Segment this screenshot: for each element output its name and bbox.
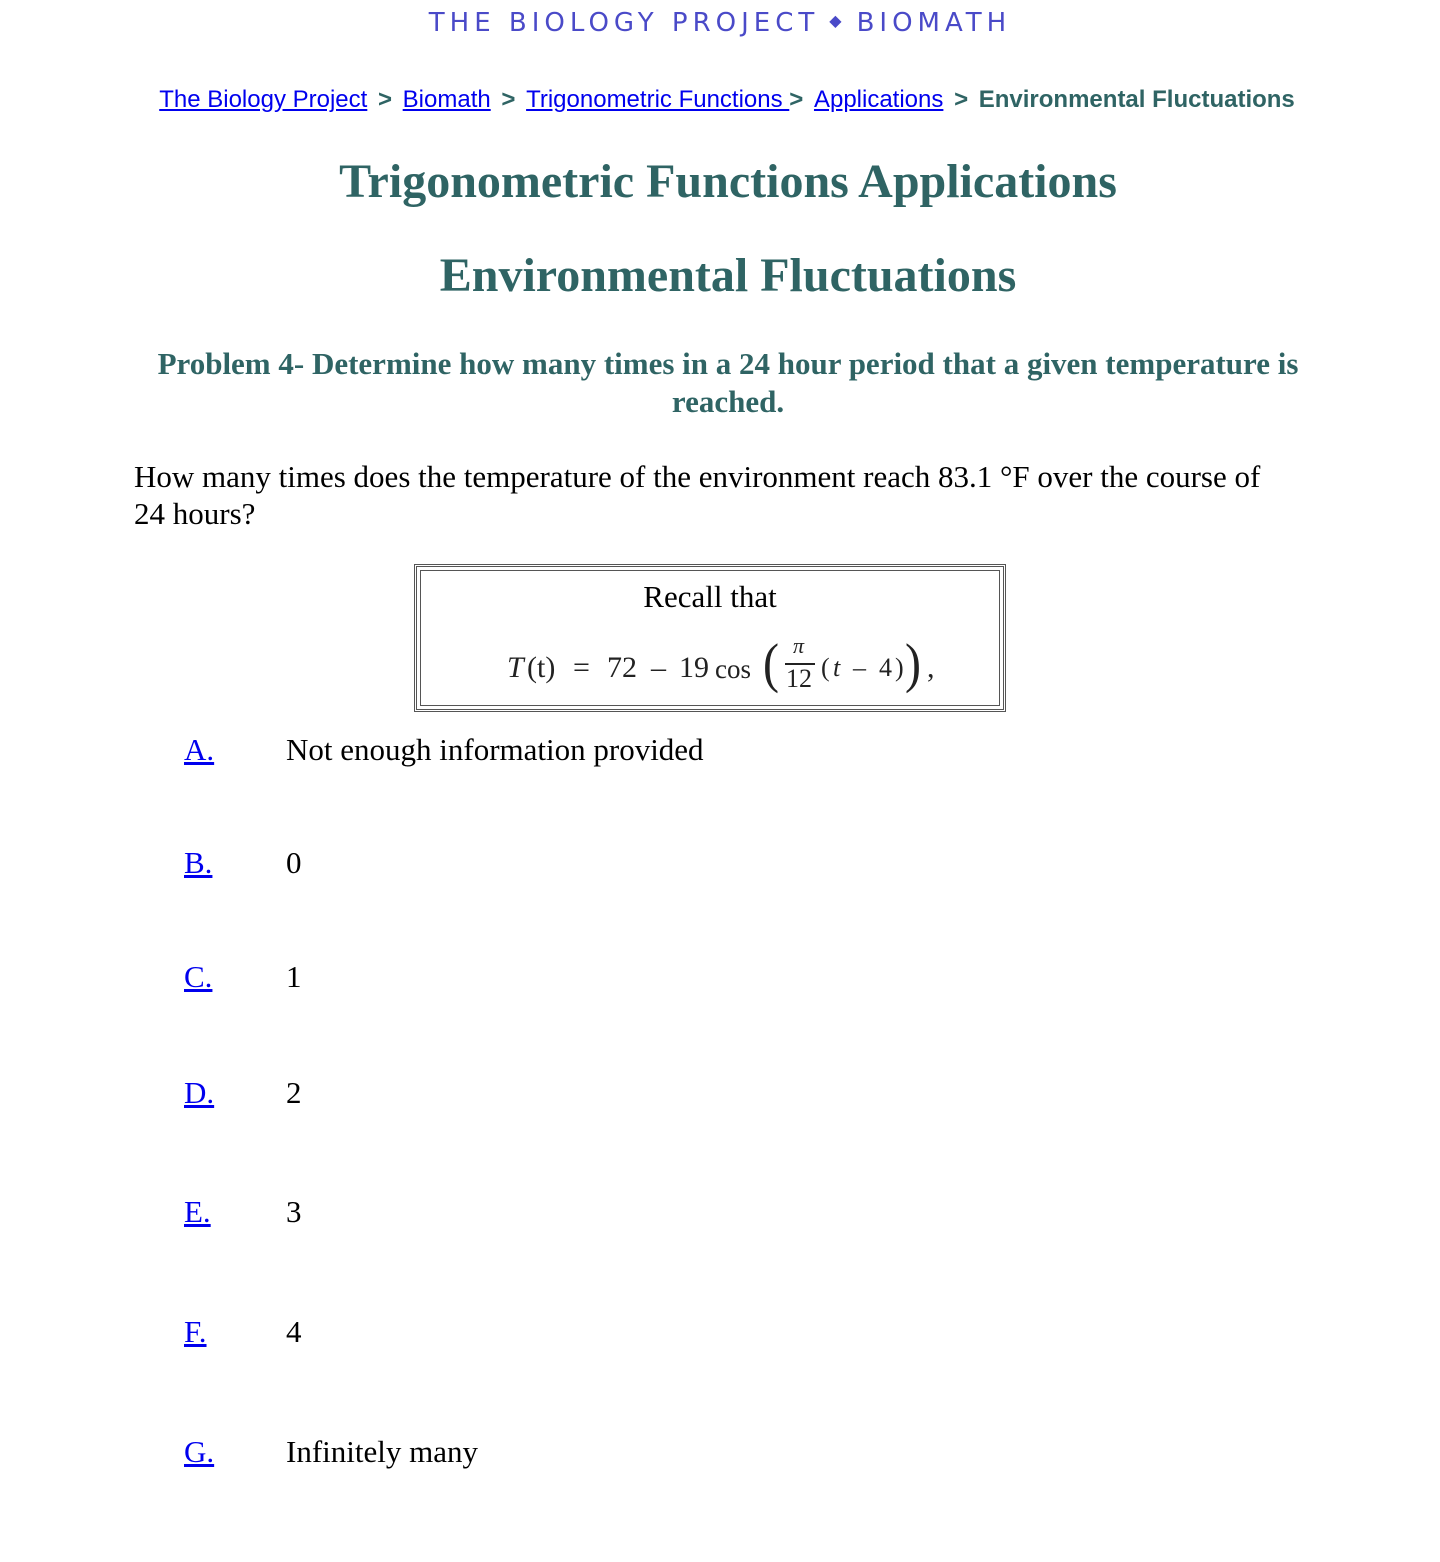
breadcrumb-separator: >: [954, 86, 969, 113]
option-answer-b: 0: [286, 845, 302, 880]
banner-left: THE BIOLOGY PROJECT: [428, 8, 820, 38]
option-answer-e: 3: [286, 1194, 302, 1229]
recall-label: Recall that: [643, 579, 777, 614]
formula-inner-const: 4: [879, 653, 892, 682]
formula-cos: cos: [715, 654, 751, 684]
formula-inner-var: t: [833, 653, 841, 682]
site-banner: [0, 8, 1440, 38]
recall-box-border: [420, 570, 1000, 706]
breadcrumb-separator: >: [501, 86, 516, 113]
formula-open-paren: (: [763, 633, 779, 694]
option-link-c[interactable]: C.: [184, 959, 213, 994]
page-title: Trigonometric Functions Applications: [339, 155, 1117, 208]
option-link-b[interactable]: B.: [184, 845, 213, 880]
option-answer-d: 2: [286, 1075, 302, 1110]
page-subtitle: Environmental Fluctuations: [439, 249, 1017, 302]
recall-box: [414, 564, 1006, 712]
breadcrumb-link-applications[interactable]: Applications: [813, 86, 944, 113]
option-link-a[interactable]: A.: [184, 732, 215, 767]
formula-equals: =: [573, 651, 590, 684]
banner-right: BIOMATH: [856, 8, 1012, 38]
problem-heading: Problem 4- Determine how many times in a 24 hour period that a given temperature is reached.: [157, 346, 1299, 419]
formula-trailing-comma: ,: [927, 651, 935, 684]
formula-inner-minus: –: [853, 653, 866, 682]
formula-minus: –: [651, 651, 666, 684]
option-link-e[interactable]: E.: [184, 1194, 211, 1229]
option-answer-f: 4: [286, 1314, 302, 1349]
breadcrumb-link-biology-project[interactable]: The Biology Project: [159, 86, 368, 113]
option-answer-c: 1: [286, 959, 302, 994]
option-answer-a: Not enough information provided: [286, 732, 704, 767]
formula-argument: (t): [527, 651, 556, 684]
breadcrumb-link-trigonometric-functions[interactable]: Trigonometric Functions: [526, 86, 790, 113]
formula-constant: 72: [607, 651, 637, 684]
breadcrumb-link-biomath[interactable]: Biomath: [402, 86, 491, 113]
formula-close-paren: ): [905, 633, 921, 694]
formula-coefficient: 19: [679, 651, 709, 684]
option-link-f[interactable]: F.: [184, 1314, 207, 1349]
problem-question: How many times does the temperature of the environment reach 83.1 °F over the course of 24 hours?: [134, 459, 1261, 531]
option-link-g[interactable]: G.: [184, 1434, 215, 1469]
formula-inner-close: ): [895, 653, 904, 682]
formula-function-name: T: [507, 651, 524, 684]
formula-inner-open: (: [821, 653, 830, 682]
breadcrumb-separator: >: [377, 86, 392, 113]
formula-denominator: 12: [786, 664, 812, 693]
breadcrumb-separator: >: [789, 86, 804, 113]
breadcrumb: [0, 86, 1440, 114]
option-answer-g: Infinitely many: [286, 1434, 478, 1469]
diamond-icon: ◆: [829, 11, 847, 30]
breadcrumb-current: Environmental Fluctuations: [978, 86, 1295, 113]
formula-numerator: π: [793, 633, 805, 658]
option-link-d[interactable]: D.: [184, 1075, 215, 1110]
